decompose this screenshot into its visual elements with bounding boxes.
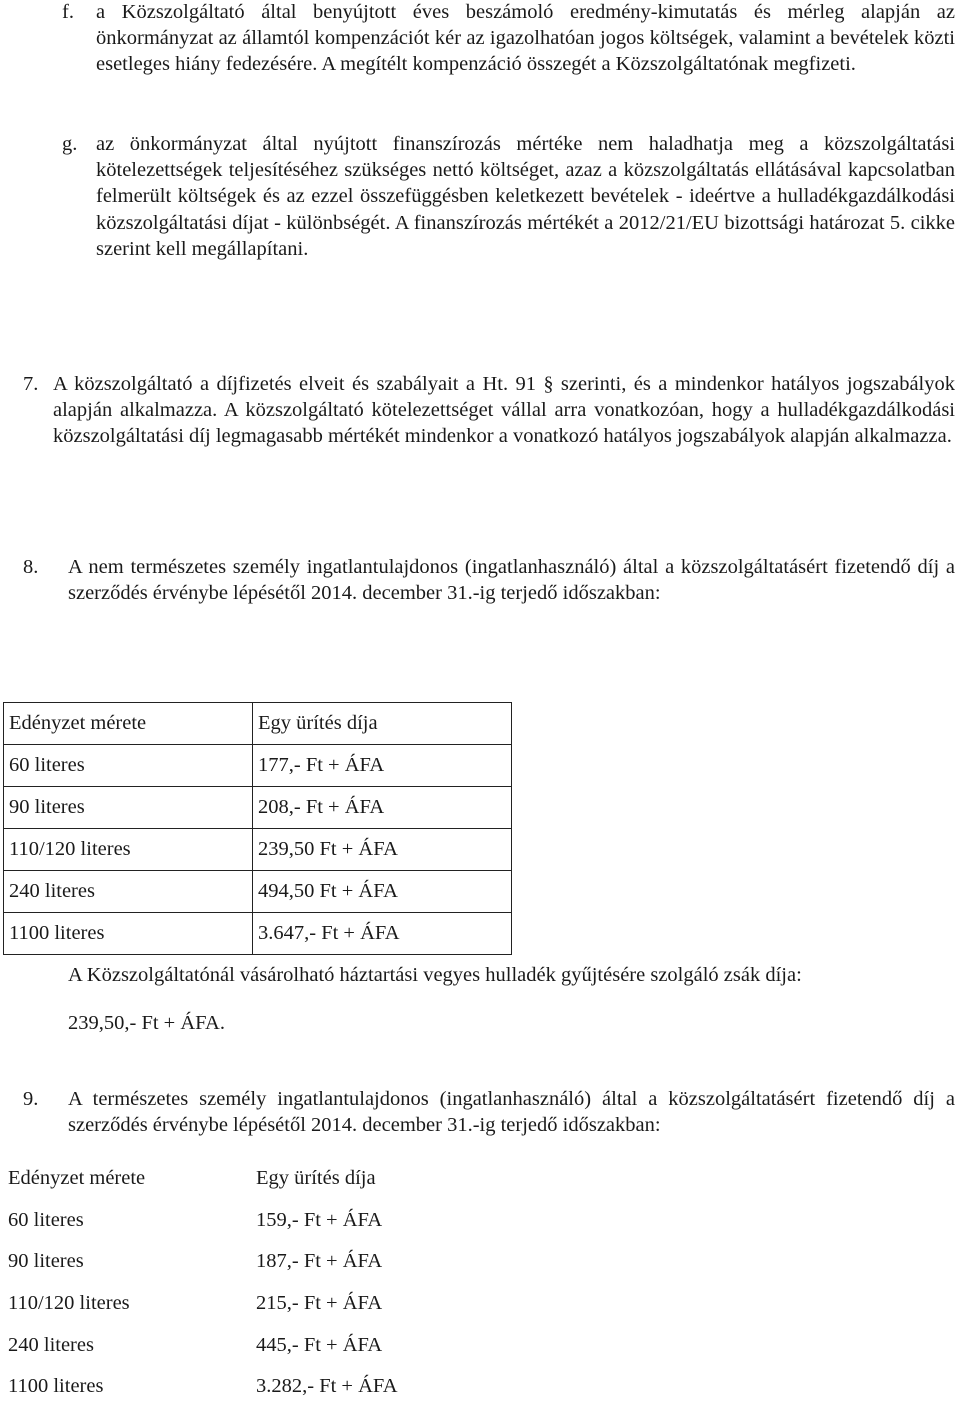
paragraph-f <box>62 0 955 78</box>
cell-fee: 187,- Ft + ÁFA <box>256 1250 383 1273</box>
cell-fee: 177,- Ft + ÁFA <box>253 745 512 787</box>
paragraph-g-label: g. <box>62 133 78 155</box>
header-emptying-fee: Egy ürítés díja <box>256 1167 376 1190</box>
cell-size: 240 literes <box>8 1333 94 1356</box>
header-container-size: Edényzet mérete <box>8 1167 146 1190</box>
cell-size: 1100 literes <box>8 1375 104 1398</box>
cell-fee: 215,- Ft + ÁFA <box>256 1292 383 1315</box>
table-row <box>4 829 512 871</box>
sack-fee-note-line2: 239,50,- Ft + ÁFA. <box>68 1012 225 1034</box>
cell-size: 110/120 literes <box>4 829 253 871</box>
paragraph-8-text: A nem természetes személy ingatlantulajdonos (ingatlanhasználó) által a közszolgáltatásért fizetendő díj a szerződés érvénybe lépésétől 2014. december 31.-ig terjedő időszakban: <box>68 556 955 605</box>
table-row <box>4 787 512 829</box>
cell-size: 240 literes <box>4 871 253 913</box>
cell-fee: 3.282,- Ft + ÁFA <box>256 1375 398 1398</box>
paragraph-f-label: f. <box>62 1 74 23</box>
table-row <box>4 745 512 787</box>
cell-fee: 3.647,- Ft + ÁFA <box>253 913 512 955</box>
paragraph-7-text-a: A közszolgáltató a díjfizetés elveit és szabályait a Ht. 91 <box>53 373 537 395</box>
sack-fee-note <box>68 962 802 1036</box>
paragraph-f-text: a Közszolgáltató által benyújtott éves beszámoló eredmény-kimutatás és mérleg alapján az önkormányzat az államtól kompenzációt kér az igazolhatóan jogos költségek, valamint a bevételek közti esetleges hiány fedezésére. A megítélt kompenzáció összegét a Közszolgáltatónak megfizeti. <box>96 1 955 76</box>
paragraph-7-body <box>23 371 955 450</box>
cell-size: 60 literes <box>4 745 253 787</box>
table-row <box>3 1324 512 1366</box>
cell-size: 60 literes <box>8 1208 84 1231</box>
paragraph-8-label: 8. <box>23 556 39 578</box>
fee-table-non-natural <box>3 702 512 955</box>
table-row <box>3 1366 512 1408</box>
paragraph-7 <box>23 371 955 450</box>
table-header-row <box>4 703 512 745</box>
cell-fee: 208,- Ft + ÁFA <box>253 787 512 829</box>
paragraph-9-label: 9. <box>23 1088 39 1110</box>
paragraph-7-label: 7. <box>23 373 39 395</box>
paragraph-7-text-b: szerinti, és a mindenkor hatályos jogszabályok alapján alkalmazza. A közszolgáltató kötelezettséget vállal arra vonatkozóan, hogy a hulladékgazdálkodási közszolgáltatási díj legmagasabb mértékét mindenkor a vonatkozó hatályos jogszabályok alapján alkalmazza. <box>53 373 955 448</box>
table-header-row <box>3 1158 512 1200</box>
paragraph-9 <box>23 1086 955 1138</box>
paragraph-8 <box>23 554 955 606</box>
table-row <box>4 871 512 913</box>
cell-size: 1100 literes <box>4 913 253 955</box>
paragraph-g <box>62 131 955 262</box>
sack-fee-note-line1: A Közszolgáltatónál vásárolható háztartási vegyes hulladék gyűjtésére szolgáló zsák díja: <box>68 964 802 986</box>
header-container-size: Edényzet mérete <box>4 703 253 745</box>
table-row <box>4 913 512 955</box>
cell-size: 90 literes <box>8 1250 84 1273</box>
table-row <box>3 1283 512 1325</box>
paragraph-g-text: az önkormányzat által nyújtott finanszírozás mértéke nem haladhatja meg a közszolgáltatási kötelezettségek teljesítéséhez szükséges nettó költséget, azaz a közszolgáltatás ellátásával kapcsolatban felmerült költségek és az ezzel összefüggésben keletkezett bevételek - ideértve a hulladékgazdálkodási közszolgáltatási díjat - különbségét. A finanszírozás mértékét a 2012/21/EU bizottsági határozat 5. cikke szerint kell megállapítani. <box>96 133 955 260</box>
cell-fee: 494,50 Ft + ÁFA <box>253 871 512 913</box>
cell-fee: 445,- Ft + ÁFA <box>256 1333 383 1356</box>
cell-fee: 159,- Ft + ÁFA <box>256 1208 383 1231</box>
section-sign: § <box>543 373 554 395</box>
paragraph-9-text: A természetes személy ingatlantulajdonos (ingatlanhasználó) által a közszolgáltatásért fizetendő díj a szerződés érvénybe lépésétől 2014. december 31.-ig terjedő időszakban: <box>68 1088 955 1137</box>
table-row <box>3 1200 512 1242</box>
fee-table-natural <box>3 1158 512 1408</box>
header-emptying-fee: Egy ürítés díja <box>253 703 512 745</box>
table-row <box>3 1241 512 1283</box>
cell-size: 110/120 literes <box>8 1292 130 1315</box>
cell-fee: 239,50 Ft + ÁFA <box>253 829 512 871</box>
cell-size: 90 literes <box>4 787 253 829</box>
